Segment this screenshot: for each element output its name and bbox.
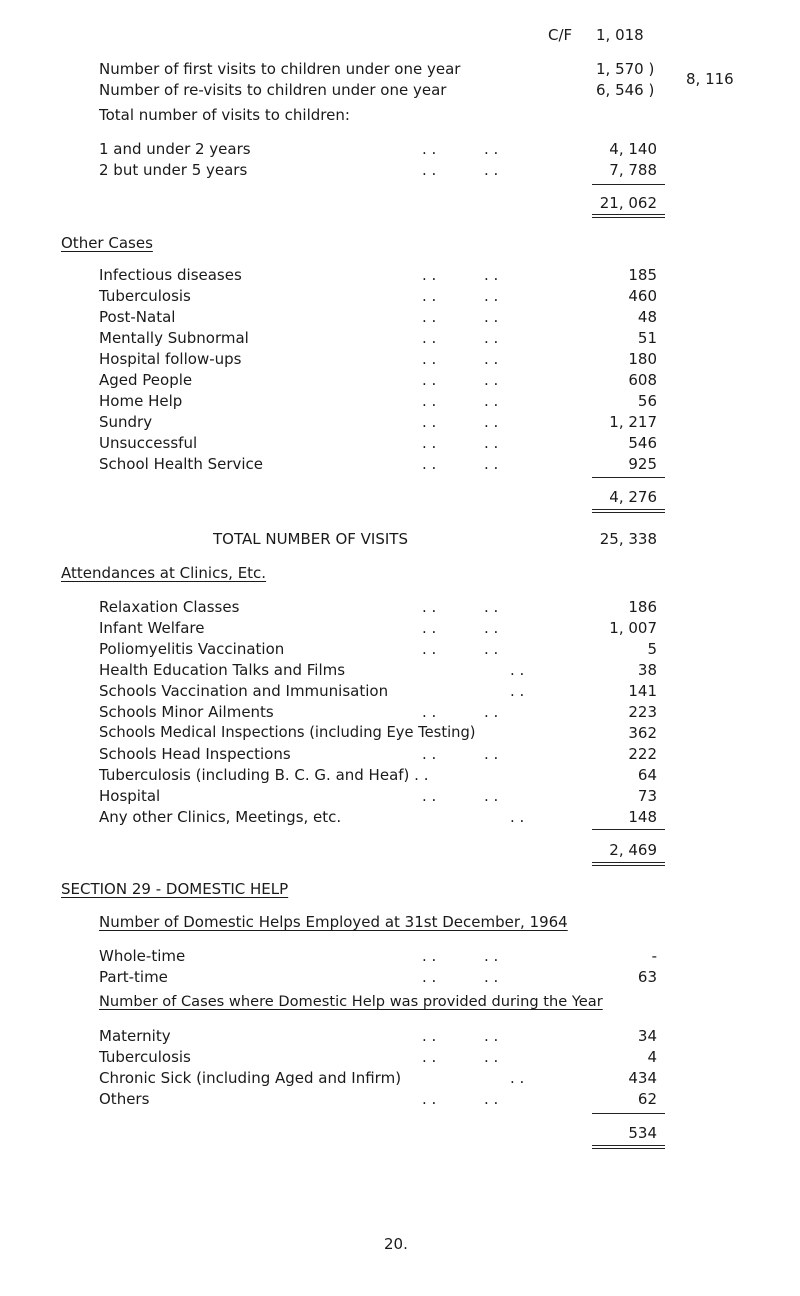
domestic-case-row-dots: . . . . xyxy=(422,1027,499,1045)
attendance-row-label: Any other Clinics, Meetings, etc. xyxy=(99,808,342,826)
case-row-value: 185 xyxy=(628,266,657,284)
age-row-dots: . . . . xyxy=(422,140,499,158)
case-row-value: 925 xyxy=(628,455,657,473)
bracket-total: 8, 116 xyxy=(686,70,734,88)
total-children-heading: Total number of visits to children: xyxy=(99,106,350,124)
case-row-value: 546 xyxy=(628,434,657,452)
case-row-label: Unsuccessful xyxy=(99,434,198,452)
attendance-row-dots: . . . . xyxy=(422,745,499,763)
domestic-case-row-dots: . . . . xyxy=(422,1090,499,1108)
age-row-label: 1 and under 2 years xyxy=(99,140,251,158)
case-row-label: Hospital follow-ups xyxy=(99,350,242,368)
case-row-dots: . . . . xyxy=(422,350,499,368)
employed-row-label: Whole-time xyxy=(99,947,186,965)
case-row-dots: . . . . xyxy=(422,371,499,389)
case-row-label: Tuberculosis xyxy=(99,287,191,305)
attendance-row-label: Schools Vaccination and Immunisation xyxy=(99,682,389,700)
domestic-case-row-value: 4 xyxy=(647,1048,657,1066)
attendance-row-value: 73 xyxy=(637,787,657,805)
double-rule xyxy=(592,1145,665,1149)
attendance-row-label: Poliomyelitis Vaccination xyxy=(99,640,285,658)
case-row-label: Infectious diseases xyxy=(99,266,242,284)
domestic-case-row-label: Others xyxy=(99,1090,150,1108)
case-row-label: Home Help xyxy=(99,392,183,410)
case-row-value: 608 xyxy=(628,371,657,389)
age-row-value: 4, 140 xyxy=(609,140,657,158)
attendance-row-value: 148 xyxy=(628,808,657,826)
age-row-value: 7, 788 xyxy=(609,161,657,179)
case-row-value: 180 xyxy=(628,350,657,368)
revisits-label: Number of re-visits to children under one year xyxy=(99,81,447,99)
rule xyxy=(592,1113,665,1114)
domestic-cases-subtotal: 534 xyxy=(628,1124,657,1142)
cf-value: 1, 018 xyxy=(596,26,644,44)
attendance-row-value: 223 xyxy=(628,703,657,721)
attendance-row-dots: . . . . xyxy=(422,787,499,805)
attendance-row-dots: . . . . xyxy=(422,703,499,721)
section-29-heading: SECTION 29 - DOMESTIC HELP xyxy=(61,880,289,898)
domestic-help-cases-heading: Number of Cases where Domestic Help was provided during the Year xyxy=(99,993,603,1010)
page-number: 20. xyxy=(384,1235,408,1253)
case-row-dots: . . . . xyxy=(422,308,499,326)
domestic-case-row-label: Chronic Sick (including Aged and Infirm) xyxy=(99,1069,402,1087)
attendances-heading: Attendances at Clinics, Etc. xyxy=(61,564,267,582)
case-row-value: 48 xyxy=(637,308,657,326)
attendance-row-label: Relaxation Classes xyxy=(99,598,240,616)
double-rule xyxy=(592,509,665,513)
employed-row-dots: . . . . xyxy=(422,968,499,986)
attendance-row-label: Schools Head Inspections xyxy=(99,745,291,763)
domestic-case-row-label: Tuberculosis xyxy=(99,1048,191,1066)
attendance-row-value: 362 xyxy=(628,724,657,742)
age-row-dots: . . . . xyxy=(422,161,499,179)
domestic-case-row-value: 62 xyxy=(637,1090,657,1108)
revisits-value: 6, 546 ) xyxy=(596,81,655,99)
case-row-value: 51 xyxy=(637,329,657,347)
attendance-row-value: 141 xyxy=(628,682,657,700)
domestic-helps-employed-heading: Number of Domestic Helps Employed at 31st December, 1964 xyxy=(99,913,568,931)
attendance-row-dots: . . . . xyxy=(422,598,499,616)
case-row-dots: . . . . xyxy=(422,329,499,347)
attendance-row-label: Schools Medical Inspections (including Eye Testing) xyxy=(99,724,476,741)
domestic-case-row-dots: . . . . xyxy=(422,1048,499,1066)
attendance-row-dots: . . . . xyxy=(422,640,499,658)
case-row-label: Sundry xyxy=(99,413,153,431)
case-row-label: School Health Service xyxy=(99,455,264,473)
attendance-row-label: Health Education Talks and Films xyxy=(99,661,346,679)
attendances-subtotal: 2, 469 xyxy=(609,841,657,859)
attendance-row-label: Infant Welfare xyxy=(99,619,205,637)
case-row-dots: . . . . xyxy=(422,455,499,473)
case-row-label: Mentally Subnormal xyxy=(99,329,249,347)
children-subtotal: 21, 062 xyxy=(599,194,657,212)
attendance-row-value: 38 xyxy=(637,661,657,679)
attendance-row-dots: . . xyxy=(510,808,525,826)
first-visits-label: Number of first visits to children under one year xyxy=(99,60,461,78)
case-row-label: Aged People xyxy=(99,371,193,389)
total-visits-label: TOTAL NUMBER OF VISITS xyxy=(213,530,408,548)
double-rule xyxy=(592,862,665,866)
double-rule xyxy=(592,214,665,218)
attendance-row-label: Hospital xyxy=(99,787,161,805)
employed-row-label: Part-time xyxy=(99,968,168,986)
attendance-row-value: 186 xyxy=(628,598,657,616)
attendance-row-value: 222 xyxy=(628,745,657,763)
attendance-row-dots: . . xyxy=(510,661,525,679)
employed-row-value: - xyxy=(651,947,657,965)
age-row-label: 2 but under 5 years xyxy=(99,161,248,179)
domestic-case-row-dots: . . xyxy=(510,1069,525,1087)
cf-label: C/F xyxy=(548,26,573,44)
case-row-dots: . . . . xyxy=(422,266,499,284)
domestic-case-row-label: Maternity xyxy=(99,1027,171,1045)
case-row-dots: . . . . xyxy=(422,413,499,431)
case-row-dots: . . . . xyxy=(422,434,499,452)
attendance-row-dots: . . xyxy=(510,682,525,700)
case-row-value: 1, 217 xyxy=(609,413,657,431)
case-row-label: Post-Natal xyxy=(99,308,176,326)
case-row-dots: . . . . xyxy=(422,392,499,410)
case-row-value: 460 xyxy=(628,287,657,305)
case-row-dots: . . . . xyxy=(422,287,499,305)
domestic-case-row-value: 34 xyxy=(637,1027,657,1045)
domestic-case-row-value: 434 xyxy=(628,1069,657,1087)
attendance-row-label: Schools Minor Ailments xyxy=(99,703,274,721)
other-cases-subtotal: 4, 276 xyxy=(609,488,657,506)
attendance-row-value: 1, 007 xyxy=(609,619,657,637)
attendance-row-dots: . . . . xyxy=(422,619,499,637)
attendance-row-value: 5 xyxy=(647,640,657,658)
other-cases-heading: Other Cases xyxy=(61,234,153,252)
attendance-row-value: 64 xyxy=(637,766,657,784)
first-visits-value: 1, 570 ) xyxy=(596,60,655,78)
attendance-row-label: Tuberculosis (including B. C. G. and Heaf) . . xyxy=(99,766,429,784)
employed-row-dots: . . . . xyxy=(422,947,499,965)
rule xyxy=(592,477,665,478)
employed-row-value: 63 xyxy=(637,968,657,986)
rule xyxy=(592,184,665,185)
rule xyxy=(592,829,665,830)
total-visits-value: 25, 338 xyxy=(599,530,657,548)
case-row-value: 56 xyxy=(637,392,657,410)
